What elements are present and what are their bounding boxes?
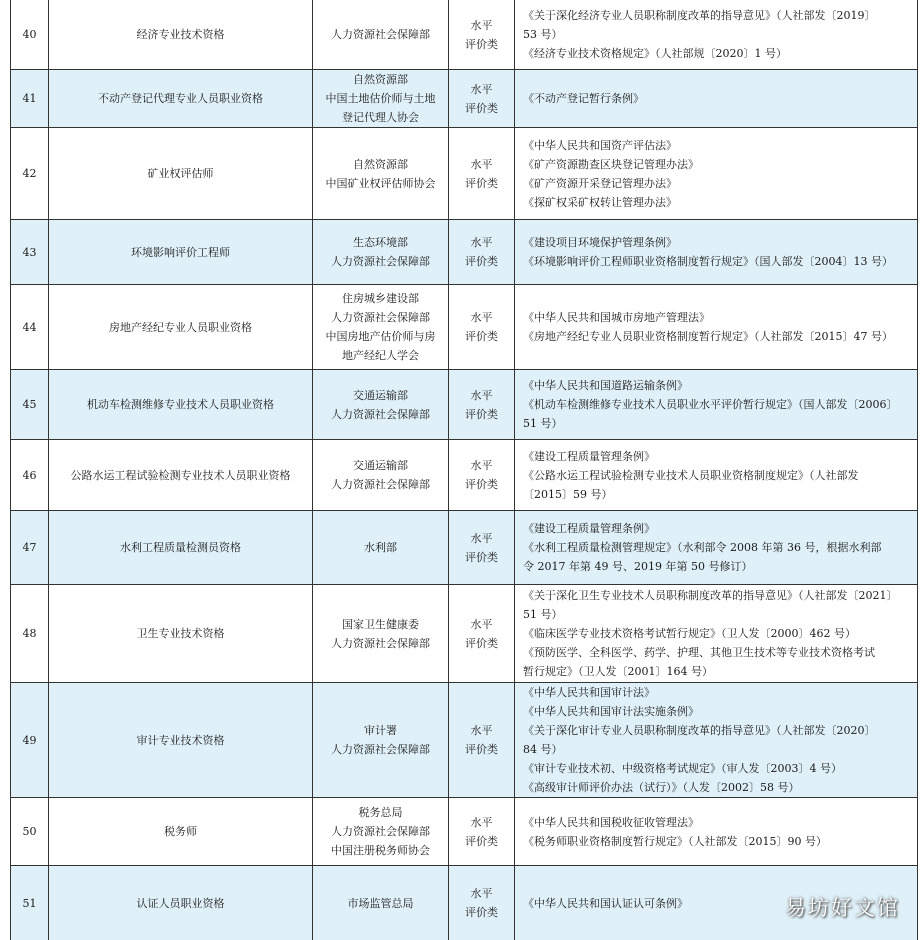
category-cell <box>448 440 514 510</box>
department-cell <box>312 285 448 369</box>
legal-basis-line: 《中华人民共和国城市房地产管理法》 <box>523 311 710 324</box>
row-number: 41 <box>10 70 48 127</box>
department-line: 交通运输部 <box>353 459 408 472</box>
category-cell <box>448 0 514 69</box>
legal-basis-line: 《建设工程质量管理条例》 <box>523 522 655 535</box>
department-line: 人力资源社会保障部 <box>331 28 430 41</box>
legal-basis-line: 《关于深化审计专业人员职称制度改革的指导意见》（人社部发〔2020〕 <box>523 724 876 737</box>
row-number: 45 <box>10 370 48 439</box>
legal-basis-cell <box>514 511 918 584</box>
department-line: 中国房地产估价师与房 <box>325 330 436 343</box>
row-number: 49 <box>10 683 48 797</box>
legal-basis-line: 〔2015〕59 号） <box>523 487 613 501</box>
category-line: 评价类 <box>465 255 498 268</box>
legal-basis-cell <box>514 370 918 439</box>
department-cell <box>312 440 448 510</box>
category-cell <box>448 220 514 284</box>
department-line: 中国土地估价师与土地 <box>325 92 436 105</box>
department-line: 人力资源社会保障部 <box>331 478 430 491</box>
legal-basis-cell <box>514 285 918 369</box>
table-row <box>10 683 918 798</box>
department-line: 住房城乡建设部 <box>342 292 419 305</box>
legal-basis-line: 《建设项目环境保护管理条例》 <box>523 236 677 249</box>
qualification-name: 房地产经纪专业人员职业资格 <box>48 285 312 369</box>
department-line: 人力资源社会保障部 <box>331 311 430 324</box>
watermark-logo: 易坊好文馆 <box>785 896 900 920</box>
table-row <box>10 70 918 128</box>
legal-basis-line: 《建设工程质量管理条例》 <box>523 449 655 463</box>
legal-basis-line: 《税务师职业资格制度暂行规定》（人社部发〔2015〕90 号） <box>523 834 827 848</box>
table-row <box>10 128 918 220</box>
category-line: 水平 <box>470 157 493 171</box>
category-line: 水平 <box>470 236 493 249</box>
legal-basis-line: 《房地产经纪专业人员职业资格制度暂行规定》（人社部发〔2015〕47 号） <box>523 330 893 343</box>
legal-basis-line: 84 号） <box>523 743 563 756</box>
department-cell <box>312 683 448 797</box>
legal-basis-line: 《中华人民共和国道路运输条例》 <box>523 379 688 392</box>
legal-basis-line: 《临床医学专业技术资格考试暂行规定》（卫人发〔2000〕462 号） <box>523 627 856 640</box>
department-cell <box>312 70 448 127</box>
row-number: 46 <box>10 440 48 510</box>
legal-basis-line: 《关于深化经济专业人员职称制度改革的指导意见》（人社部发〔2019〕 <box>523 9 876 22</box>
legal-basis-line: 《中华人民共和国认证认可条例》 <box>523 896 688 910</box>
qualification-name: 税务师 <box>48 798 312 865</box>
category-cell <box>448 370 514 439</box>
qualification-name: 水利工程质量检测员资格 <box>48 511 312 584</box>
legal-basis-line: 《中华人民共和国资产评估法》 <box>523 138 677 152</box>
category-line: 评价类 <box>465 37 498 51</box>
category-line: 评价类 <box>465 550 498 564</box>
department-line: 人力资源社会保障部 <box>331 743 430 756</box>
legal-basis-cell <box>514 220 918 284</box>
legal-basis-line: 《矿产资源勘查区块登记管理办法》 <box>523 157 699 171</box>
department-line: 人力资源社会保障部 <box>331 825 430 838</box>
table-row <box>10 511 918 585</box>
category-cell <box>448 798 514 865</box>
department-cell <box>312 511 448 584</box>
table-row <box>10 370 918 440</box>
category-cell <box>448 585 514 682</box>
qualification-name: 认证人员职业资格 <box>48 866 312 940</box>
department-cell <box>312 866 448 940</box>
category-line: 水平 <box>470 617 493 631</box>
legal-basis-cell <box>514 128 918 219</box>
category-cell <box>448 866 514 940</box>
department-line: 中国注册税务师协会 <box>331 844 430 857</box>
legal-basis-line: 暂行规定》（卫人发〔2001〕164 号） <box>523 665 713 678</box>
legal-basis-line: 《公路水运工程试验检测专业技术人员职业资格制度规定》（人社部发 <box>523 468 859 482</box>
department-line: 审计署 <box>364 724 397 737</box>
qualification-name: 公路水运工程试验检测专业技术人员职业资格 <box>48 440 312 510</box>
department-line: 人力资源社会保障部 <box>331 255 430 268</box>
category-cell <box>448 683 514 797</box>
category-line: 水平 <box>470 82 493 96</box>
row-number: 50 <box>10 798 48 865</box>
department-line: 地产经纪人学会 <box>342 349 419 362</box>
legal-basis-line: 《矿产资源开采登记管理办法》 <box>523 176 677 190</box>
category-line: 水平 <box>470 459 493 472</box>
category-line: 评价类 <box>465 906 498 919</box>
category-line: 评价类 <box>465 743 498 756</box>
department-line: 水利部 <box>364 541 397 554</box>
qualification-name: 经济专业技术资格 <box>48 0 312 69</box>
legal-basis-line: 《经济专业技术资格规定》（人社部规〔2020〕1 号） <box>523 47 787 60</box>
category-cell <box>448 128 514 219</box>
legal-basis-cell <box>514 683 918 797</box>
legal-basis-line: 《不动产登记暂行条例》 <box>523 92 644 105</box>
table-row <box>10 585 918 683</box>
department-cell <box>312 370 448 439</box>
legal-basis-line: 《水利工程质量检测管理规定》（水利部令 2008 年第 36 号，根据水利部 <box>523 541 882 554</box>
legal-basis-cell <box>514 440 918 510</box>
department-cell <box>312 128 448 219</box>
legal-basis-line: 《探矿权采矿权转让管理办法》 <box>523 195 677 209</box>
department-cell <box>312 220 448 284</box>
department-line: 自然资源部 <box>353 157 408 171</box>
category-line: 评价类 <box>465 478 498 491</box>
legal-basis-line: 《中华人民共和国审计法》 <box>523 686 655 699</box>
legal-basis-line: 《机动车检测维修专业技术人员职业水平评价暂行规定》（国人部发〔2006〕 <box>523 398 898 411</box>
legal-basis-line: 《关于深化卫生专业技术人员职称制度改革的指导意见》（人社部发〔2021〕 <box>523 589 898 602</box>
department-line: 税务总局 <box>358 806 403 819</box>
table-row <box>10 220 918 285</box>
legal-basis-cell <box>514 585 918 682</box>
table-row <box>10 866 918 940</box>
legal-basis-line: 53 号） <box>523 28 563 41</box>
department-line: 市场监管总局 <box>347 896 414 910</box>
legal-basis-line: 《中华人民共和国审计法实施条例》 <box>523 705 699 718</box>
qualification-name: 不动产登记代理专业人员职业资格 <box>48 70 312 127</box>
legal-basis-line: 令 2017 年第 49 号、2019 年第 50 号修订） <box>523 560 753 573</box>
category-line: 水平 <box>470 18 493 32</box>
department-cell <box>312 798 448 865</box>
qualification-name: 矿业权评估师 <box>48 128 312 219</box>
qualification-name: 环境影响评价工程师 <box>48 220 312 284</box>
category-line: 水平 <box>470 311 493 324</box>
table-row <box>10 0 918 70</box>
department-cell <box>312 0 448 69</box>
category-cell <box>448 285 514 369</box>
category-line: 评价类 <box>465 636 498 650</box>
table-row <box>10 440 918 511</box>
category-line: 水平 <box>470 887 493 900</box>
qualification-name: 卫生专业技术资格 <box>48 585 312 682</box>
department-line: 人力资源社会保障部 <box>331 407 430 421</box>
row-number: 40 <box>10 0 48 69</box>
category-line: 水平 <box>470 724 493 737</box>
category-line: 评价类 <box>465 101 498 115</box>
legal-basis-line: 《预防医学、全科医学、药学、护理、其他卫生技术等专业技术资格考试 <box>523 646 875 659</box>
category-line: 评价类 <box>465 407 498 421</box>
legal-basis-line: 51 号） <box>523 608 563 621</box>
department-line: 国家卫生健康委 <box>342 617 419 631</box>
department-line: 登记代理人协会 <box>342 111 419 124</box>
department-cell <box>312 585 448 682</box>
row-number: 44 <box>10 285 48 369</box>
qualification-name: 审计专业技术资格 <box>48 683 312 797</box>
category-cell <box>448 70 514 127</box>
legal-basis-line: 《环境影响评价工程师职业资格制度暂行规定》（国人部发〔2004〕13 号） <box>523 255 893 268</box>
row-number: 42 <box>10 128 48 219</box>
legal-basis-line: 《中华人民共和国税收征收管理法》 <box>523 815 699 829</box>
table-row <box>10 285 918 370</box>
department-line: 自然资源部 <box>353 73 408 86</box>
legal-basis-cell <box>514 0 918 69</box>
category-line: 水平 <box>470 815 493 829</box>
category-line: 水平 <box>470 531 493 545</box>
row-number: 47 <box>10 511 48 584</box>
department-line: 人力资源社会保障部 <box>331 636 430 650</box>
legal-basis-line: 《高级审计师评价办法（试行）》（人发〔2002〕58 号） <box>523 781 800 794</box>
legal-basis-line: 51 号） <box>523 417 563 430</box>
department-line: 中国矿业权评估师协会 <box>325 176 436 190</box>
row-number: 51 <box>10 866 48 940</box>
row-number: 43 <box>10 220 48 284</box>
legal-basis-line: 《审计专业技术初、中级资格考试规定》（审人发〔2003〕4 号） <box>523 762 842 775</box>
category-line: 水平 <box>470 388 493 402</box>
department-line: 生态环境部 <box>353 236 408 249</box>
category-cell <box>448 511 514 584</box>
legal-basis-cell <box>514 798 918 865</box>
row-number: 48 <box>10 585 48 682</box>
qualification-name: 机动车检测维修专业技术人员职业资格 <box>48 370 312 439</box>
category-line: 评价类 <box>465 176 498 190</box>
legal-basis-cell <box>514 70 918 127</box>
department-line: 交通运输部 <box>353 388 408 402</box>
category-line: 评价类 <box>465 834 498 848</box>
category-line: 评价类 <box>465 330 498 343</box>
table-row <box>10 798 918 866</box>
